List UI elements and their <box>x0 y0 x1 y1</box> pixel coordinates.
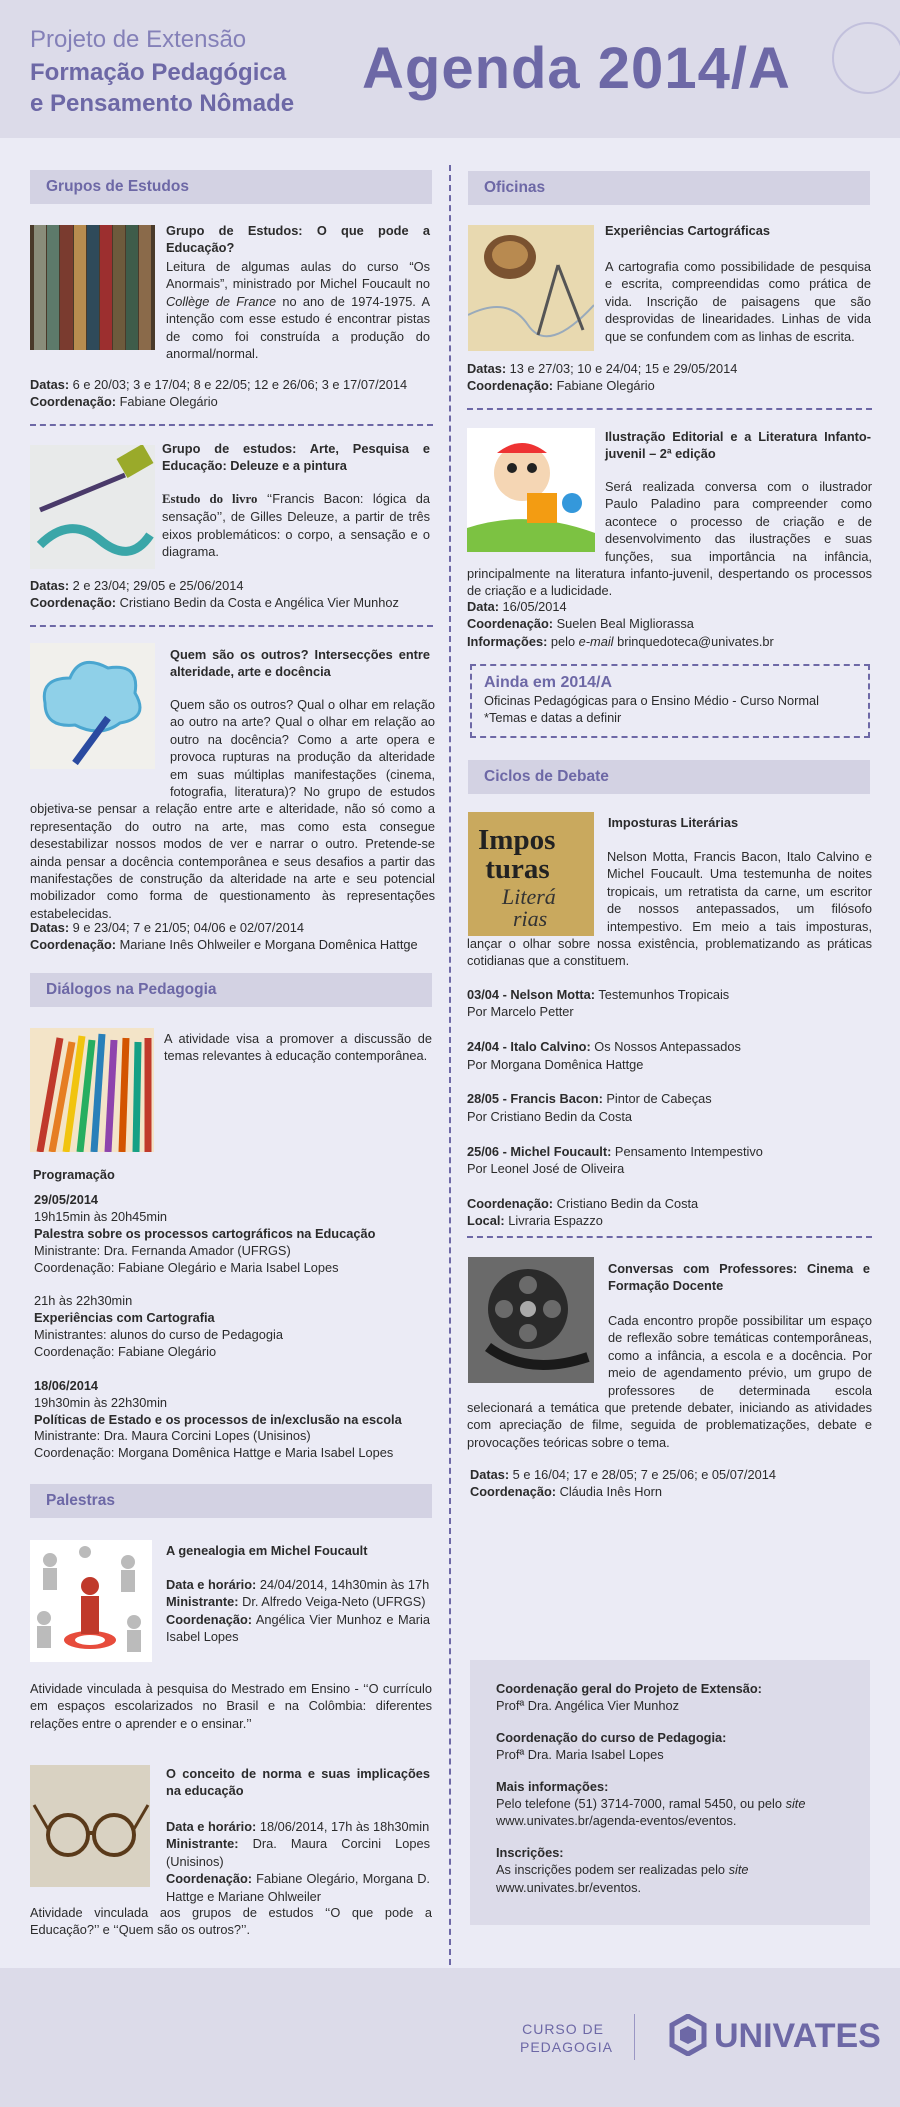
o2-details: Data: 16/05/2014 Coordenação: Suelen Beal Migliorassa Informações: pelo e-mail brinquedoteca@univates.br <box>467 599 774 649</box>
paint-brush-image <box>30 445 155 569</box>
divider <box>30 625 433 627</box>
o1-body: A cartografia como possibilidade de pesquisa e escrita, compreendidas como prática de vida. Inscrição de paisagens que são desprovidas de linearidades. Linhas de vida que se confundem com as linhas de escrita. <box>605 259 871 344</box>
g3-float-spacer <box>30 696 170 786</box>
g1-coord: Coordenação: Fabiane Olegário <box>30 394 218 409</box>
univates-brand: UNIVATES <box>714 2017 881 2055</box>
section-heading-palestras: Palestras <box>30 1484 432 1518</box>
c1-events: 03/04 - Nelson Motta: Testemunhos Tropicais Por Marcelo Petter 24/04 - Italo Calvino: Os Nossos Antepassados Por Morgana Domênica Hattge 28/05 - Francis Bacon: Pintor de Cabeças Por Cristiano Bedin da Costa 25/06 - Michel Foucault: Pensamento Intempestivo Por Leonel José de Oliveira Coordenação: Cristiano Bedin da Costa Local: Livraria Espazzo <box>467 987 763 1229</box>
c2-dates: Datas: 5 e 16/04; 17 e 28/05; 7 e 25/06; e 05/07/2014 <box>470 1467 776 1482</box>
colored-pencils-image <box>30 1028 154 1152</box>
glasses-image <box>30 1765 150 1887</box>
literarias-image-text: Literá rias <box>502 884 556 931</box>
c2-coord: Coordenação: Cláudia Inês Horn <box>470 1484 663 1499</box>
g2-coord: Coordenação: Cristiano Bedin da Costa e Angélica Vier Munhoz <box>30 595 399 610</box>
contact-info-box: Coordenação geral do Projeto de Extensão: Profª Dra. Angélica Vier Munhoz Coordenação do curso de Pedagogia: Profª Dra. Maria Isabel Lopes Mais informações: Pelo telefone (51) 3714-7000, ramal 5450, ou pelo site www.univates.br/agenda-eventos/eventos. Inscrições: As inscrições podem ser realizadas pelo site www.univates.br/eventos. <box>470 1660 870 1925</box>
g1-body: Leitura de algumas aulas do curso “Os Anormais”, ministrado por Michel Foucault no Collège de France no ano de 1974-1975. A intenção com esse estudo é encontrar pistas de como foi construída a produção do anormal/normal. <box>166 259 430 361</box>
p1-note: Atividade vinculada à pesquisa do Mestrado em Ensino - ‘‘O currículo em espaços escolarizados no Brasil e na Colômbia: diferentes relações entre o aprender e o ensinar.’’ <box>30 1681 432 1731</box>
p2-title: O conceito de norma e suas implicações na educação <box>166 1766 430 1799</box>
dialogos-intro: A atividade visa a promover a discussão de temas relevantes à educação contemporânea. <box>164 1031 432 1064</box>
o1-title: Experiências Cartográficas <box>605 223 771 238</box>
g3-title: Quem são os outros? Intersecções entre alteridade, arte e docência <box>170 647 430 680</box>
g1-dates: Datas: 6 e 20/03; 3 e 17/04; 8 e 22/05; 12 e 26/06; 3 e 17/07/2014 <box>30 377 408 392</box>
section-heading-grupos: Grupos de Estudos <box>30 170 432 204</box>
column-divider <box>449 165 451 1965</box>
g2-title: Grupo de estudos: Arte, Pesquisa e Educação: Deleuze e a pintura <box>162 441 430 474</box>
page-title: Agenda 2014/A <box>362 36 791 101</box>
project-label: Projeto de Extensão <box>30 26 247 53</box>
imposturas-image-text: Impos turas <box>478 824 556 885</box>
g3-body: Quem são os outros? Qual o olhar em relação ao outro na arte? Qual o olhar em relação ao outro na docência? Como a arte opera e provoca rupturas na produção da alteridade em suas múltiplas manifestações (cinema, fotografia, literatura)? No grupo de estudos objetiva-se pensar a relação entre arte e alteridade, não só como a representação do outro na arte, mas como esta consegue desestabilizar nossos modos de ver e narrar o outro. Pretende-se ainda pensar a docência contemporânea e seus desafios a partir das manifestações de construção da alteridade na arte e seu potencial mobilizador como forma de questionamento às representações estabelecidas. <box>30 697 435 921</box>
ainda-body: Oficinas Pedagógicas para o Ensino Médio - Curso Normal *Temas e datas a definir <box>484 693 820 726</box>
g2-body: Estudo do livro ‘‘Francis Bacon: lógica da sensação’’, de Gilles Deleuze, a partir de três eixos problemáticos: o corpo, a sensação e o diagrama. <box>162 491 430 560</box>
section-heading-oficinas: Oficinas <box>468 171 870 205</box>
p1-details: Data e horário: 24/04/2014, 14h30min às 17h Ministrante: Dr. Alfredo Veiga-Neto (UFRGS) Coordenação: Angélica Vier Munhoz e Maria Isabel Lopes <box>166 1577 430 1645</box>
ainda-title: Ainda em 2014/A <box>484 674 613 691</box>
divider <box>30 424 433 426</box>
divider <box>467 408 872 410</box>
project-name: Formação Pedagógica e Pensamento Nômade <box>30 59 295 118</box>
course-label: CURSO DE PEDAGOGIA <box>520 2021 614 2056</box>
c2-float-spacer <box>467 1312 608 1397</box>
c1-float-spacer <box>467 848 607 934</box>
g1-title: Grupo de Estudos: O que pode a Educação? <box>166 223 430 256</box>
divider <box>467 1236 872 1238</box>
g3-dates: Datas: 9 e 23/04; 7 e 21/05; 04/06 e 02/07/2014 <box>30 920 304 935</box>
compass-map-image <box>468 225 594 351</box>
o2-title: Ilustração Editorial e a Literatura Infanto-juvenil – 2ª edição <box>605 429 871 462</box>
g2-dates: Datas: 2 e 23/04; 29/05 e 25/06/2014 <box>30 578 244 593</box>
programacao-label: Programação <box>33 1167 115 1182</box>
more-info-link[interactable]: www.univates.br/agenda-eventos/eventos. <box>496 1813 737 1829</box>
o2-float-spacer <box>467 478 605 553</box>
g3-coord: Coordenação: Mariane Inês Ohlweiler e Morgana Domênica Hattge <box>30 937 418 952</box>
c1-title: Imposturas Literárias <box>608 815 739 830</box>
section-heading-dialogos: Diálogos na Pedagogia <box>30 973 432 1007</box>
books-image <box>30 225 155 350</box>
section-heading-ciclos: Ciclos de Debate <box>468 760 870 794</box>
p1-title: A genealogia em Michel Foucault <box>166 1543 368 1558</box>
programacao-list: 29/05/2014 19h15min às 20h45min Palestra sobre os processos cartográficos na Educação Ministrante: Dra. Fernanda Amador (UFRGS) Coordenação: Fabiane Olegário e Maria Isabel Lopes 21h às 22h30min Experiências com Cartografia Ministrantes: alunos do curso de Pedagogia Coordenação: Fabiane Olegário 18/06/2014 19h30min às 22h30min Políticas de Estado e os processos de in/exclusão na escola Ministrante: Dra. Maura Corcini Lopes (Unisinos) Coordenação: Morgana Domênica Hattge e Maria Isabel Lopes <box>34 1192 402 1461</box>
people-target-image <box>30 1540 152 1662</box>
p2-note: Atividade vinculada aos grupos de estudos ‘‘O que pode a Educação?’’ e ‘‘Quem são os outros?’’. <box>30 1905 432 1938</box>
decorative-seal <box>832 22 900 94</box>
univates-logo-icon <box>667 2014 709 2056</box>
c2-body: Cada encontro propõe possibilitar um espaço de reflexão sobre temáticas contemporâneas, como a infância, a escola e a docência. Por meio de agendamento prévio, um grupo de professores de determinada escola selecionará a temática que pretende debater, iniciando as atividades com apreciação de filme, seguida de problematizações, debate e provocações teóricas sobre o tema. <box>467 1313 872 1450</box>
footer-divider <box>634 2014 635 2060</box>
o2-body: Será realizada conversa com o ilustrador Paulo Paladino para compreender como acontece o processo de criação e de desenvolvimento das ilustrações e suas funções, sua importância na infância, principalmente na literatura infanto-juvenil, despertando os processos de criação e a ludicidade. <box>467 479 872 599</box>
c1-body: Nelson Motta, Francis Bacon, Italo Calvino e Michel Foucault. Uma testemunha de noites tropicais, um retratista da carne, um escritor de nossos antepassados, um filósofo intempestivo. Em meio a tais imposturas, lançar o olhar sobre nossa existência, problematizando as práticas cotidianas que a constituem. <box>467 849 872 969</box>
registration-link[interactable]: www.univates.br/eventos. <box>496 1879 642 1895</box>
o1-dates: Datas: 13 e 27/03; 10 e 24/04; 15 e 29/05/2014 <box>467 361 738 376</box>
c2-title: Conversas com Professores: Cinema e Formação Docente <box>608 1261 870 1294</box>
o1-coord: Coordenação: Fabiane Olegário <box>467 378 655 393</box>
page-header <box>0 0 900 138</box>
page-footer <box>0 1968 900 2107</box>
p2-details: Data e horário: 18/06/2014, 17h às 18h30min Ministrante: Dra. Maura Corcini Lopes (Unisinos) Coordenação: Fabiane Olegário, Morgana D. Hattge e Mariane Ohlweiler <box>166 1819 430 1904</box>
